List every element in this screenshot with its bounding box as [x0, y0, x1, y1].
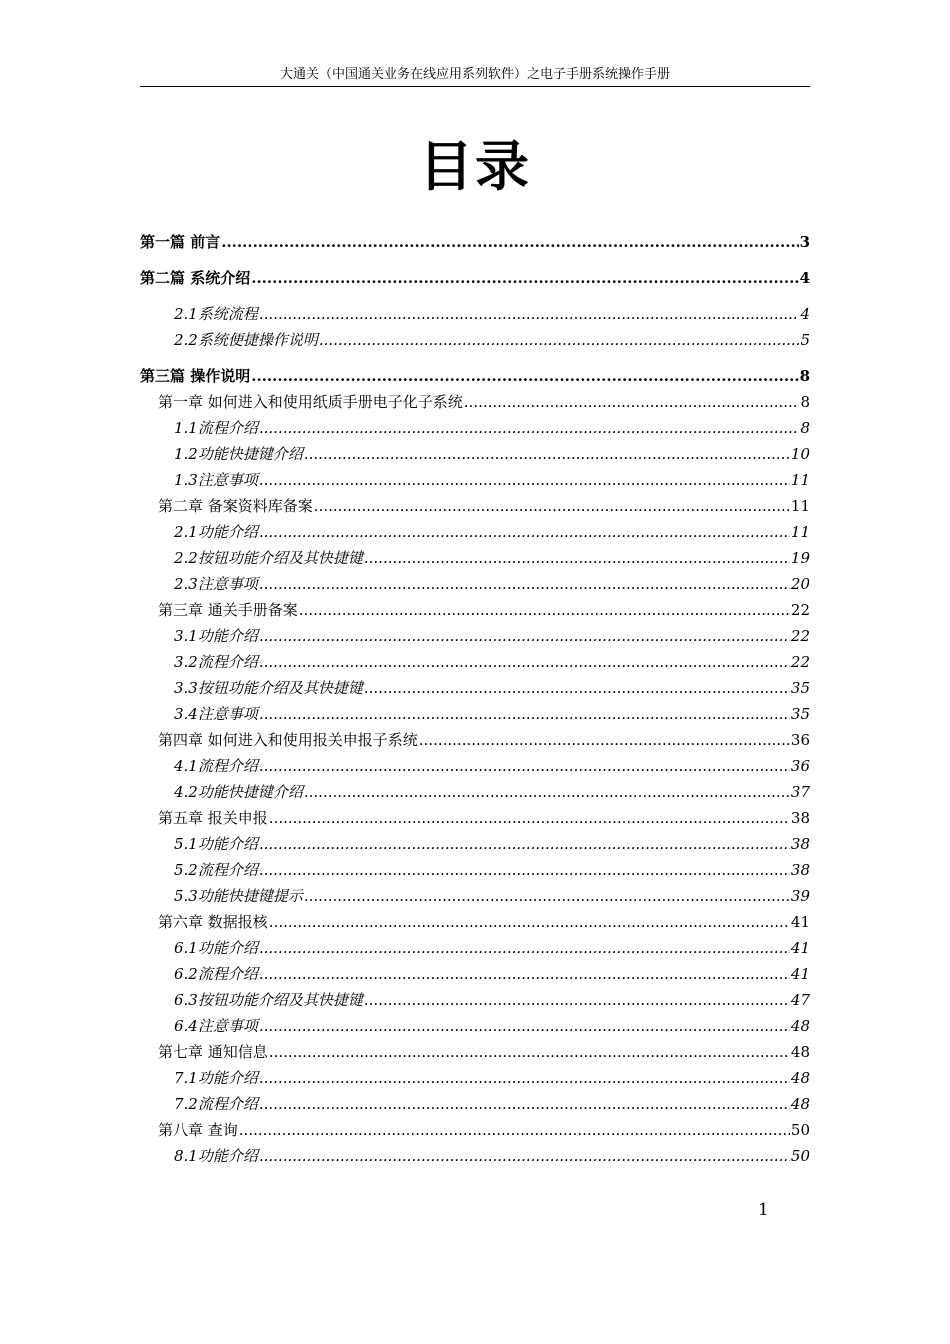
dot-leader: [221, 229, 798, 255]
toc-entry[interactable]: [140, 265, 810, 291]
toc-entry-label: 第一篇 前言: [140, 233, 221, 251]
toc-entry-label: 第六章 数据报核: [158, 913, 268, 931]
dot-leader: [259, 571, 790, 597]
toc-entry[interactable]: [140, 649, 810, 675]
toc-entry-page: 47: [790, 991, 810, 1009]
toc-entry-label: 第三篇 操作说明: [140, 367, 251, 385]
dot-leader: [364, 545, 790, 571]
dot-leader: [259, 1013, 790, 1039]
toc-entry-number: 5.3: [174, 887, 198, 905]
dot-leader: [364, 675, 790, 701]
toc-entry-label: 功能快捷键介绍: [197, 445, 303, 463]
toc-entry-number: 2.2: [174, 549, 198, 567]
toc-entry-page: 38: [790, 861, 810, 879]
toc-entry[interactable]: [140, 545, 810, 571]
dot-leader: [299, 597, 790, 623]
dot-leader: [319, 327, 800, 353]
toc-entry[interactable]: [140, 301, 810, 327]
dot-leader: [251, 265, 798, 291]
dot-leader: [304, 441, 790, 467]
toc-entry-page: 22: [790, 627, 810, 645]
toc-entry-label: 按钮功能介绍及其快捷键: [197, 991, 363, 1009]
toc-entry[interactable]: [140, 805, 810, 831]
toc-entry-page: 20: [790, 575, 810, 593]
dot-leader: [251, 363, 798, 389]
toc-entry-page: 38: [790, 809, 810, 827]
toc-entry[interactable]: [140, 467, 810, 493]
toc-entry-page: 5: [800, 331, 810, 349]
toc-entry-number: 5.1: [174, 835, 198, 853]
toc-entry-label: 注意事项: [197, 1017, 258, 1035]
toc-entry[interactable]: [140, 753, 810, 779]
toc-entry-page: 8: [799, 367, 810, 385]
toc-entry-label: 第五章 报关申报: [158, 809, 268, 827]
toc-title: 目录: [419, 135, 531, 198]
toc-entry-page: 50: [790, 1121, 810, 1139]
toc-entry-label: 流程介绍: [197, 1095, 258, 1113]
toc-entry-number: 6.2: [174, 965, 198, 983]
dot-leader: [259, 1091, 790, 1117]
toc-entry-number: 1.2: [174, 445, 198, 463]
toc-entry[interactable]: [140, 831, 810, 857]
toc-entry-number: 2.1: [174, 523, 198, 541]
toc-entry[interactable]: [140, 327, 810, 353]
toc-entry-number: 8.1: [174, 1147, 198, 1165]
toc-entry-page: 41: [790, 913, 810, 931]
dot-leader: [269, 909, 790, 935]
dot-leader: [364, 987, 790, 1013]
dot-leader: [304, 779, 790, 805]
toc-entry[interactable]: [140, 1013, 810, 1039]
toc-entry-label: 系统便捷操作说明: [197, 331, 318, 349]
toc-entry-label: 第一章 如何进入和使用纸质手册电子化子系统: [158, 393, 463, 411]
dot-leader: [259, 467, 790, 493]
toc-entry-page: 41: [790, 939, 810, 957]
toc-entry-label: 流程介绍: [197, 653, 258, 671]
toc-entry-page: 48: [790, 1043, 810, 1061]
toc-entry[interactable]: [140, 935, 810, 961]
toc-entry-number: 3.2: [174, 653, 198, 671]
toc-entry-label: 第二篇 系统介绍: [140, 269, 251, 287]
toc-entry[interactable]: [140, 1091, 810, 1117]
toc-entry-label: 系统流程: [197, 305, 258, 323]
toc-entry[interactable]: [140, 597, 810, 623]
toc-entry-page: 48: [790, 1017, 810, 1035]
toc-entry-number: 6.3: [174, 991, 198, 1009]
toc-entry[interactable]: [140, 857, 810, 883]
toc-entry-page: 50: [790, 1147, 810, 1165]
toc-entry[interactable]: [140, 571, 810, 597]
dot-leader: [259, 961, 790, 987]
toc-entry[interactable]: [140, 701, 810, 727]
dot-leader: [259, 831, 790, 857]
toc-entry-label: 第八章 查询: [158, 1121, 238, 1139]
toc-entry[interactable]: [140, 727, 810, 753]
toc-entry-label: 功能介绍: [197, 523, 258, 541]
dot-leader: [269, 1039, 790, 1065]
toc-entry[interactable]: [140, 415, 810, 441]
toc-entry-page: 4: [799, 269, 810, 287]
toc-entry[interactable]: [140, 883, 810, 909]
toc-entry[interactable]: [140, 229, 810, 255]
toc-entry-label: 流程介绍: [197, 965, 258, 983]
dot-leader: [259, 415, 800, 441]
toc-entry-number: 1.3: [174, 471, 198, 489]
toc-entry-number: 3.4: [174, 705, 198, 723]
dot-leader: [304, 883, 790, 909]
toc-entry[interactable]: [140, 1143, 810, 1169]
dot-leader: [269, 805, 790, 831]
toc-entry-number: 6.4: [174, 1017, 198, 1035]
toc-entry-number: 2.1: [174, 305, 198, 323]
toc-entry-page: 11: [790, 523, 810, 541]
dot-leader: [259, 649, 790, 675]
toc-entry[interactable]: [140, 493, 810, 519]
running-header: 大通关（中国通关业务在线应用系列软件）之电子手册系统操作手册: [140, 66, 810, 87]
toc-entry-label: 流程介绍: [197, 861, 258, 879]
toc-entry[interactable]: [140, 519, 810, 545]
toc-entry-label: 功能介绍: [197, 627, 258, 645]
toc-entry-page: 48: [790, 1095, 810, 1113]
toc-entry-page: 11: [790, 471, 810, 489]
toc-entry-number: 6.1: [174, 939, 198, 957]
toc-entry-label: 功能介绍: [197, 939, 258, 957]
toc-entry-number: 7.1: [174, 1069, 198, 1087]
dot-leader: [419, 727, 790, 753]
toc-entry-label: 按钮功能介绍及其快捷键: [197, 549, 363, 567]
toc-entry-label: 流程介绍: [197, 757, 258, 775]
toc-entry[interactable]: [140, 363, 810, 389]
toc-entry-label: 注意事项: [197, 705, 258, 723]
toc-entry-label: 功能介绍: [197, 1147, 258, 1165]
dot-leader: [259, 301, 800, 327]
dot-leader: [259, 701, 790, 727]
toc-entry-label: 第二章 备案资料库备案: [158, 497, 313, 515]
toc-entry-page: 36: [790, 757, 810, 775]
toc-entry[interactable]: [140, 1039, 810, 1065]
toc-entry-number: 2.3: [174, 575, 198, 593]
toc-entry[interactable]: [140, 1065, 810, 1091]
dot-leader: [314, 493, 790, 519]
toc-entry-label: 第四章 如何进入和使用报关申报子系统: [158, 731, 418, 749]
toc-entry-page: 48: [790, 1069, 810, 1087]
toc-entry-page: 37: [790, 783, 810, 801]
toc-entry[interactable]: [140, 675, 810, 701]
toc-entry-number: 2.2: [174, 331, 198, 349]
dot-leader: [259, 623, 790, 649]
toc-entry-page: 8: [800, 419, 810, 437]
toc-entry-label: 第三章 通关手册备案: [158, 601, 298, 619]
toc-entry-label: 按钮功能介绍及其快捷键: [197, 679, 363, 697]
dot-leader: [259, 1065, 790, 1091]
toc-entry[interactable]: [140, 961, 810, 987]
toc-entry-page: 41: [790, 965, 810, 983]
toc-entry-page: 22: [790, 601, 810, 619]
table-of-contents: [140, 229, 810, 1169]
toc-entry-number: 3.1: [174, 627, 198, 645]
toc-entry-label: 功能介绍: [197, 835, 258, 853]
toc-entry[interactable]: [140, 623, 810, 649]
toc-entry-page: 35: [790, 705, 810, 723]
toc-entry-label: 注意事项: [197, 575, 258, 593]
toc-entry-label: 功能快捷键介绍: [197, 783, 303, 801]
toc-entry-page: 36: [790, 731, 810, 749]
toc-entry-number: 1.1: [174, 419, 198, 437]
toc-entry-page: 3: [799, 233, 810, 251]
dot-leader: [259, 1143, 790, 1169]
toc-entry[interactable]: [140, 987, 810, 1013]
toc-entry-label: 功能介绍: [197, 1069, 258, 1087]
dot-leader: [259, 935, 790, 961]
dot-leader: [259, 753, 790, 779]
toc-entry-page: 8: [800, 393, 810, 411]
page-number: 1: [758, 1200, 769, 1220]
toc-entry-page: 4: [800, 305, 810, 323]
dot-leader: [464, 389, 800, 415]
toc-entry-label: 流程介绍: [197, 419, 258, 437]
toc-entry-number: 4.2: [174, 783, 198, 801]
toc-entry[interactable]: [140, 1117, 810, 1143]
toc-entry-page: 35: [790, 679, 810, 697]
toc-entry-label: 第七章 通知信息: [158, 1043, 268, 1061]
toc-entry-page: 38: [790, 835, 810, 853]
toc-entry-number: 7.2: [174, 1095, 198, 1113]
toc-entry[interactable]: [140, 441, 810, 467]
toc-entry-page: 19: [790, 549, 810, 567]
toc-entry-page: 10: [790, 445, 810, 463]
toc-entry-page: 39: [790, 887, 810, 905]
toc-entry-page: 22: [790, 653, 810, 671]
toc-entry-label: 功能快捷键提示: [197, 887, 303, 905]
toc-entry-number: 5.2: [174, 861, 198, 879]
toc-entry-label: 注意事项: [197, 471, 258, 489]
toc-entry-number: 4.1: [174, 757, 198, 775]
toc-entry-page: 11: [790, 497, 810, 515]
dot-leader: [259, 519, 790, 545]
dot-leader: [259, 857, 790, 883]
toc-entry[interactable]: [140, 909, 810, 935]
toc-entry-number: 3.3: [174, 679, 198, 697]
toc-entry[interactable]: [140, 779, 810, 805]
dot-leader: [239, 1117, 790, 1143]
toc-entry[interactable]: [140, 389, 810, 415]
